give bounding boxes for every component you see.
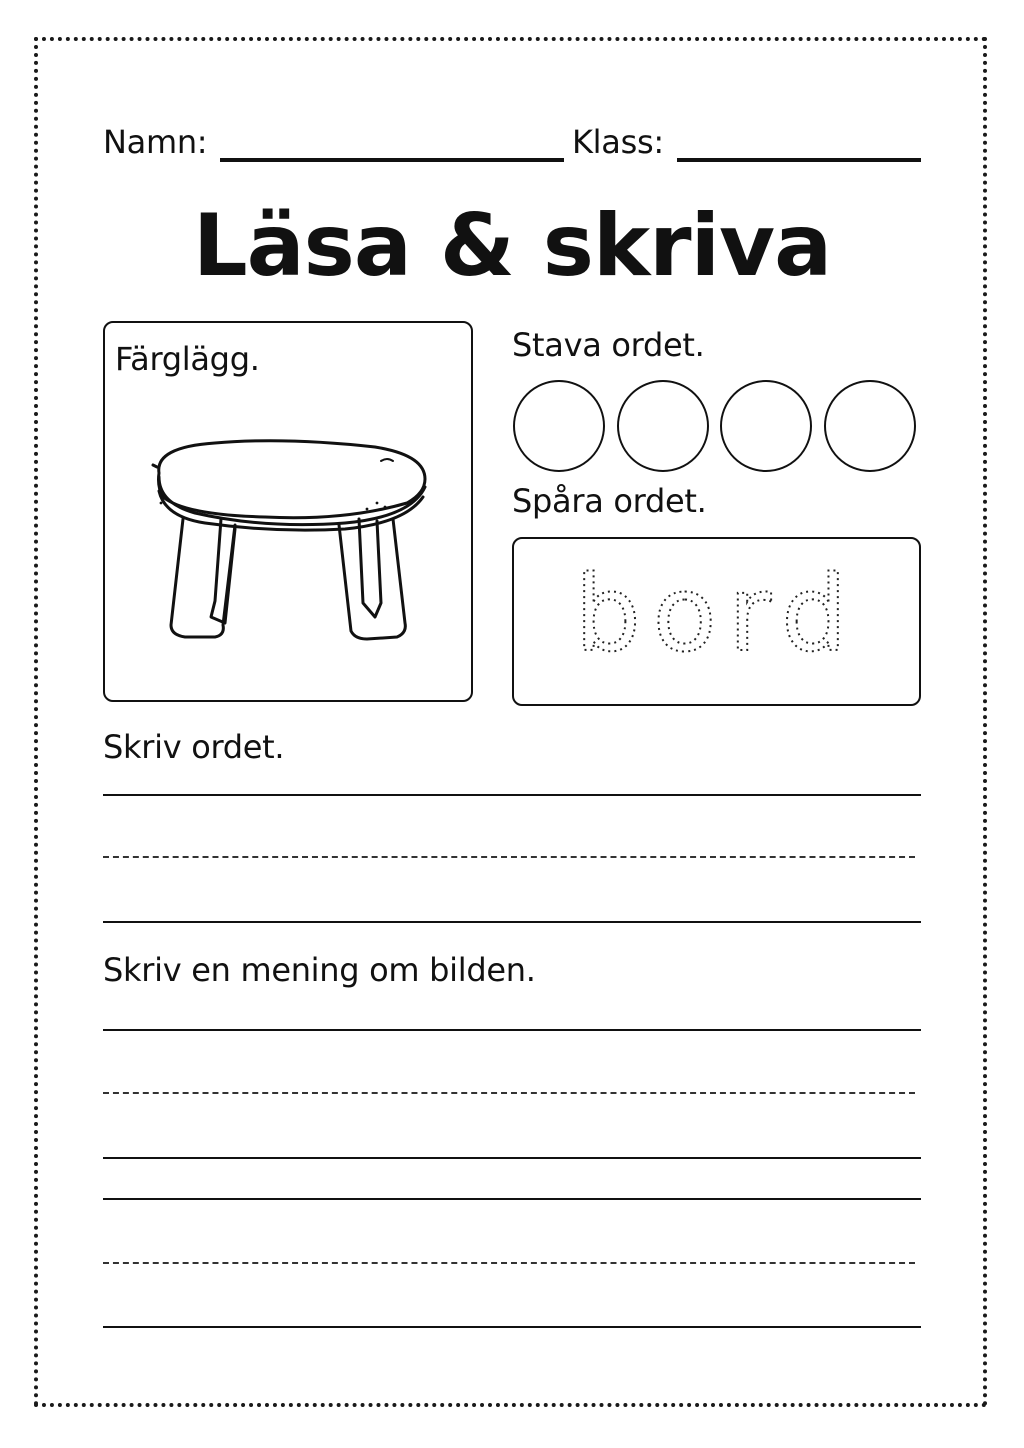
coloring-box[interactable] [103, 321, 473, 702]
coloring-label: Färglägg. [115, 340, 260, 378]
writing-line-mid [103, 1092, 915, 1094]
letter-circle[interactable] [513, 380, 605, 472]
class-field[interactable] [677, 158, 921, 162]
name-field[interactable] [220, 158, 564, 162]
writing-line-top[interactable] [103, 794, 921, 796]
writing-line-base[interactable] [103, 1326, 921, 1328]
writing-line-base[interactable] [103, 1157, 921, 1159]
table-icon [145, 433, 445, 663]
trace-label: Spåra ordet. [512, 482, 707, 520]
writing-line-mid [103, 856, 915, 858]
traced-word [514, 538, 920, 704]
class-label: Klass: [572, 123, 664, 161]
letter-circle[interactable] [617, 380, 709, 472]
name-label: Namn: [103, 123, 208, 161]
write-sentence-label: Skriv en mening om bilden. [103, 951, 536, 989]
write-word-label: Skriv ordet. [103, 728, 285, 766]
writing-line-top[interactable] [103, 1198, 921, 1200]
writing-line-base[interactable] [103, 921, 921, 923]
letter-circle[interactable] [720, 380, 812, 472]
page-title: Läsa & skriva [192, 196, 832, 296]
writing-line-mid [103, 1262, 915, 1264]
spell-label: Stava ordet. [512, 326, 705, 364]
writing-line-top[interactable] [103, 1029, 921, 1031]
letter-circle[interactable] [824, 380, 916, 472]
traced-word-text: bord [574, 553, 860, 675]
